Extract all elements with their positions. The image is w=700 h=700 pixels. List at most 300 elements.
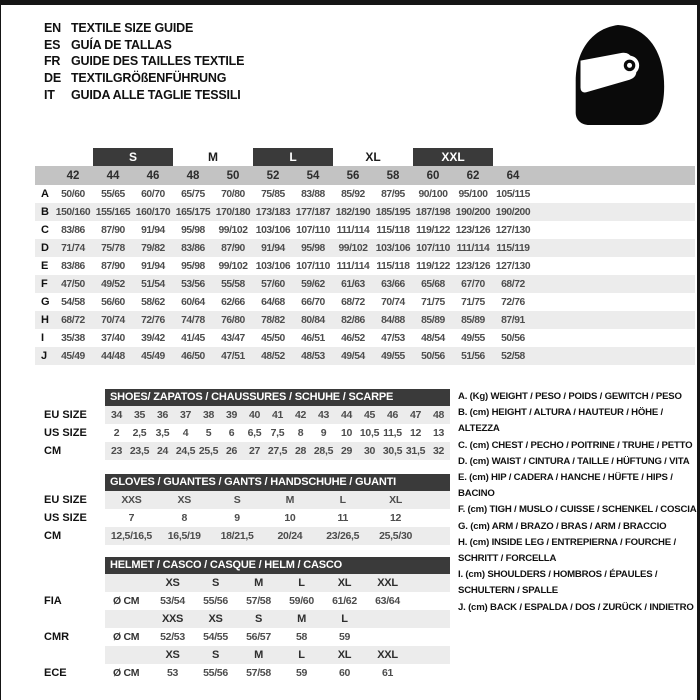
standard-label: ECE <box>44 667 67 679</box>
shoes-table <box>35 389 455 460</box>
measurement-value: 68/72 <box>501 278 525 290</box>
unit-spacer <box>105 574 151 592</box>
size-label: S <box>211 649 220 661</box>
gloves-table <box>35 474 455 545</box>
cell-value: M <box>285 494 295 506</box>
measurement-value: 60/64 <box>181 296 205 308</box>
cell-value: 37 <box>179 409 192 421</box>
measurement-row-j <box>35 347 695 365</box>
cell-value: 53 <box>166 667 179 679</box>
measurement-value: 115/118 <box>376 260 410 272</box>
measurement-row-e <box>35 257 695 275</box>
measurement-value: 71/74 <box>61 242 85 254</box>
measurement-value: 48/54 <box>421 332 445 344</box>
frame-left-border <box>0 0 1 700</box>
measurement-row-g <box>35 293 695 311</box>
cell-value: 40 <box>248 409 261 421</box>
cell-value: 11,5 <box>383 427 402 439</box>
row-filler <box>533 293 695 311</box>
measurement-row-f <box>35 275 695 293</box>
gloves-row <box>35 491 455 509</box>
measurement-value: 87/95 <box>381 188 405 200</box>
measurement-value: 111/114 <box>336 260 370 272</box>
row-values <box>105 406 450 424</box>
diameter-unit: Ø CM <box>113 667 140 679</box>
cell-value: XL <box>389 494 402 506</box>
measurement-value: 182/190 <box>335 206 371 218</box>
racing-helmet-icon <box>568 18 668 132</box>
row-filler <box>533 185 695 203</box>
measurement-value: 49/55 <box>461 332 485 344</box>
row-filler <box>533 203 695 221</box>
measurement-value: 55/58 <box>221 278 245 290</box>
measurement-value: 63/66 <box>381 278 405 290</box>
cell-value: 34 <box>110 409 123 421</box>
cell-value: 9 <box>234 512 240 524</box>
language-label: GUIDA ALLE TAGLIE TESSILI <box>71 87 241 102</box>
cell-value: 20/24 <box>277 530 303 542</box>
row-label: US SIZE <box>44 512 87 524</box>
standard-label: CMR <box>44 631 70 643</box>
size-label <box>366 610 409 628</box>
size-label: XS <box>165 577 180 589</box>
measurement-value: 44/48 <box>101 350 125 362</box>
cell-value: 57/58 <box>246 595 271 607</box>
measurement-value: 83/86 <box>61 224 85 236</box>
cell-value: 5 <box>205 427 212 439</box>
measurement-value: 85/89 <box>461 314 485 326</box>
size-group-s: S <box>93 148 173 166</box>
measurement-value: 78/82 <box>261 314 285 326</box>
measurement-value: 47/51 <box>221 350 245 362</box>
cell-value: 23 <box>110 445 123 457</box>
cell-value: 38 <box>202 409 215 421</box>
measurement-value: 39/42 <box>141 332 165 344</box>
size-column-header: 54 <box>306 169 320 182</box>
measurement-value: 72/76 <box>501 296 525 308</box>
measurement-value: 185/195 <box>375 206 411 218</box>
size-group-xxl: XXL <box>413 148 493 166</box>
measurement-value: 123/126 <box>455 260 491 272</box>
helmet-table <box>35 557 455 682</box>
measurement-value: 66/70 <box>301 296 325 308</box>
size-group-row <box>35 148 695 166</box>
language-row <box>44 37 244 54</box>
cell-value: XS <box>177 494 191 506</box>
measurement-value: 70/80 <box>221 188 245 200</box>
measurement-row-i <box>35 329 695 347</box>
measurement-value: 46/52 <box>341 332 365 344</box>
cell-value: 25,5/30 <box>379 530 413 542</box>
cell-value: 23,5 <box>129 445 150 457</box>
measurement-value: 54/58 <box>61 296 85 308</box>
size-label: L <box>298 649 305 661</box>
row-label: US SIZE <box>44 427 87 439</box>
measurement-value: 105/115 <box>496 188 530 200</box>
cell-value: 27,5 <box>267 445 288 457</box>
measurement-value: 85/92 <box>341 188 365 200</box>
legend-item: G. (cm) ARM / BRAZO / BRAS / ARM / BRACCIO <box>458 520 667 532</box>
legend-item: F. (cm) TIGH / MUSLO / CUISSE / SCHENKEL / COSCIA <box>458 504 697 516</box>
measurement-value: 56/60 <box>101 296 125 308</box>
size-column-header: 60 <box>426 169 440 182</box>
size-label: XL <box>337 649 352 661</box>
row-values <box>105 442 450 460</box>
size-column-header: 44 <box>106 169 120 182</box>
language-label: GUÍA DE TALLAS <box>71 37 172 52</box>
measurement-value: 99/102 <box>218 224 248 236</box>
standard-label: FIA <box>44 595 62 607</box>
measurement-value: 45/49 <box>61 350 85 362</box>
cell-value: 46 <box>386 409 399 421</box>
cell-value: 43 <box>317 409 330 421</box>
measurement-value: 49/54 <box>341 350 365 362</box>
helmet-data-row-fia <box>35 592 455 610</box>
cell-value: 61 <box>381 667 394 679</box>
measurement-value: 91/94 <box>261 242 285 254</box>
size-label: XS <box>165 649 180 661</box>
frame-top-border <box>0 0 700 5</box>
row-filler <box>533 311 695 329</box>
cell-value: 44 <box>340 409 353 421</box>
band-filler <box>533 166 695 185</box>
row-label: CM <box>44 445 62 457</box>
measurement-value: 50/60 <box>61 188 85 200</box>
cell-value: 54/55 <box>203 631 228 643</box>
row-label: CM <box>44 530 62 542</box>
cell-value: 63/64 <box>375 595 400 607</box>
measurement-value: 119/122 <box>416 260 450 272</box>
measurement-value: 76/80 <box>221 314 245 326</box>
size-label: XS <box>208 613 223 625</box>
cell-value: 35 <box>133 409 146 421</box>
size-label: XXS <box>161 613 184 625</box>
size-label: L <box>298 577 305 589</box>
language-code: DE <box>44 71 61 86</box>
measurement-value: 52/58 <box>501 350 525 362</box>
language-code: IT <box>44 87 55 102</box>
row-label-spacer <box>35 574 105 592</box>
cell-value: 8 <box>181 512 188 524</box>
legend-item: D. (cm) WAIST / CINTURA / TAILLE / HÜFTUNG / VITA <box>458 455 690 467</box>
cell-value: 24 <box>156 445 169 457</box>
row-values <box>105 527 450 545</box>
measurement-value: 187/198 <box>415 206 451 218</box>
gloves-title: GLOVES / GUANTES / GANTS / HANDSCHUHE / GUANTI <box>105 474 450 491</box>
size-column-header: 62 <box>466 169 480 182</box>
measurement-value: 75/78 <box>101 242 125 254</box>
cell-value: 30,5 <box>382 445 403 457</box>
measurement-value: 67/70 <box>461 278 485 290</box>
cell-value: 11 <box>337 512 348 524</box>
language-code: ES <box>44 37 61 52</box>
cell-value: 13 <box>432 427 445 439</box>
size-label: XL <box>337 577 352 589</box>
cell-value: 29 <box>340 445 353 457</box>
cell-value: 12,5/16,5 <box>110 530 152 542</box>
measurement-value: 170/180 <box>215 206 251 218</box>
row-label: I <box>41 332 45 344</box>
cell-value: 6 <box>228 427 235 439</box>
measurement-value: 83/88 <box>301 188 325 200</box>
measurement-value: 123/126 <box>455 224 491 236</box>
row-label: EU SIZE <box>44 494 87 506</box>
size-label: XXL <box>377 577 398 589</box>
measurement-value: 71/75 <box>461 296 485 308</box>
size-label: M <box>254 577 263 589</box>
measurement-value: 107/110 <box>296 260 330 272</box>
language-code: EN <box>44 21 61 36</box>
shoes-row <box>35 424 455 442</box>
measurement-value: 45/49 <box>141 350 165 362</box>
measurement-value: 103/106 <box>375 242 411 254</box>
measurement-value: 119/122 <box>416 224 450 236</box>
cell-value: 6,5 <box>247 427 262 439</box>
measurement-value: 90/100 <box>418 188 448 200</box>
measurement-value: 50/56 <box>501 332 525 344</box>
row-filler <box>533 329 695 347</box>
measurement-value: 46/50 <box>181 350 205 362</box>
size-header-values <box>105 646 450 664</box>
cell-value: S <box>233 494 241 506</box>
measurement-value: 70/74 <box>381 296 405 308</box>
language-row <box>44 53 244 70</box>
language-row <box>44 20 244 37</box>
measurement-value: 177/187 <box>295 206 331 218</box>
measurement-value: 80/84 <box>301 314 325 326</box>
row-label-spacer <box>35 610 105 628</box>
measurement-value: 91/94 <box>141 224 165 236</box>
cell-value: 10 <box>284 512 296 524</box>
measurement-value: 74/78 <box>181 314 205 326</box>
cell-value: 56/57 <box>246 631 271 643</box>
row-label: F <box>41 278 48 290</box>
cell-value: 60 <box>338 667 351 679</box>
cell-value: 10,5 <box>359 427 380 439</box>
unit-spacer <box>105 646 151 664</box>
measurement-value: 107/110 <box>416 242 450 254</box>
size-column-header: 42 <box>66 169 80 182</box>
row-filler <box>533 275 695 293</box>
cell-value: 12 <box>390 512 402 524</box>
gloves-row <box>35 509 455 527</box>
cell-value: 28,5 <box>313 445 334 457</box>
measurement-value: 87/90 <box>101 224 125 236</box>
measurement-value: 160/170 <box>135 206 171 218</box>
measurement-value: 87/90 <box>101 260 125 272</box>
size-label: L <box>341 613 348 625</box>
shoes-title: SHOES/ ZAPATOS / CHAUSSURES / SCHUHE / SCARPE <box>105 389 450 406</box>
size-column-header: 46 <box>146 169 160 182</box>
measurement-value: 64/68 <box>261 296 285 308</box>
helmet-title: HELMET / CASCO / CASQUE / HELM / CASCO <box>105 557 450 574</box>
measurement-value: 48/52 <box>261 350 285 362</box>
cell-value: 23/26,5 <box>326 530 360 542</box>
legend-item: H. (cm) INSIDE LEG / ENTREPIERNA / FOURCHE / SCHRITT / FORCELLA <box>458 536 676 565</box>
cell-value: 41 <box>271 409 284 421</box>
measurement-value: 190/200 <box>455 206 491 218</box>
measurement-value: 190/200 <box>495 206 531 218</box>
measurement-value: 35/38 <box>61 332 85 344</box>
measurement-value: 43/47 <box>221 332 245 344</box>
helmet-data-row-cmr <box>35 628 455 646</box>
size-group-l: L <box>253 148 333 166</box>
measurement-value: 155/165 <box>95 206 131 218</box>
measurement-value: 55/65 <box>101 188 125 200</box>
diameter-unit: Ø CM <box>113 631 140 643</box>
measurement-value: 99/102 <box>338 242 368 254</box>
measurement-value: 49/52 <box>101 278 125 290</box>
row-values <box>105 509 450 527</box>
measurement-value: 47/53 <box>381 332 405 344</box>
cell-value: 55/56 <box>203 667 228 679</box>
measurement-value: 45/50 <box>261 332 285 344</box>
measurement-value: 65/75 <box>181 188 205 200</box>
measurement-value: 107/110 <box>296 224 330 236</box>
racing-helmet-graphic <box>568 18 668 132</box>
cell-value: 27 <box>248 445 261 457</box>
row-label: B <box>41 206 49 218</box>
legend-item: B. (cm) HEIGHT / ALTURA / HAUTEUR / HÖHE / ALTEZZA <box>458 407 663 435</box>
legend-item: E. (cm) HIP / CADERA / HANCHE / HÜFTE / HIPS / BACINO <box>458 472 673 500</box>
gloves-row <box>35 527 455 545</box>
measurement-value: 57/60 <box>261 278 285 290</box>
measurement-value: 127/130 <box>495 224 531 236</box>
row-filler <box>533 239 695 257</box>
cell-value: 52/53 <box>160 631 185 643</box>
cell-value: 26 <box>225 445 238 457</box>
cell-value: 57/58 <box>246 667 271 679</box>
cell-value: 2 <box>113 427 120 439</box>
cell-value: XXS <box>121 494 142 506</box>
helmet-rows <box>35 574 455 682</box>
cell-value: 53/54 <box>160 595 185 607</box>
cell-value: 12 <box>409 427 422 439</box>
cell-value: 18/21,5 <box>220 530 254 542</box>
cell-value: 39 <box>225 409 238 421</box>
measurement-value: 53/56 <box>181 278 205 290</box>
measurement-value: 68/72 <box>61 314 85 326</box>
cell-value: 24,5 <box>175 445 196 457</box>
size-group-m: M <box>208 150 218 164</box>
measurement-value: 91/94 <box>141 260 165 272</box>
row-label: C <box>41 224 49 236</box>
measurement-value: 111/114 <box>336 224 370 236</box>
cell-value: 55/56 <box>203 595 228 607</box>
size-label: M <box>297 613 306 625</box>
measurement-value: 68/72 <box>341 296 365 308</box>
measurement-rows <box>35 185 695 365</box>
row-label: EU SIZE <box>44 409 87 421</box>
cell-value <box>366 628 409 646</box>
cell-value: 58 <box>295 631 308 643</box>
measurement-value: 70/74 <box>101 314 125 326</box>
language-code: FR <box>44 54 61 69</box>
size-column-header: 58 <box>386 169 400 182</box>
helmet-size-row <box>35 646 455 664</box>
measurement-row-b <box>35 203 695 221</box>
measurement-value: 75/85 <box>261 188 285 200</box>
measurement-value: 165/175 <box>175 206 211 218</box>
size-label: S <box>211 577 220 589</box>
measurement-value: 65/68 <box>421 278 445 290</box>
measurement-value: 58/62 <box>141 296 165 308</box>
cell-value: 4 <box>182 427 189 439</box>
measurement-value: 83/86 <box>181 242 205 254</box>
legend-item: C. (cm) CHEST / PECHO / POITRINE / TRUHE / PETTO <box>458 439 693 451</box>
size-column-header: 52 <box>266 169 280 182</box>
shoes-row <box>35 406 455 424</box>
cell-value: 9 <box>320 427 327 439</box>
cell-value: 25,5 <box>198 445 219 457</box>
cell-value: 32 <box>432 445 445 457</box>
measurement-value: 47/50 <box>61 278 85 290</box>
row-values <box>105 491 450 509</box>
measurement-value: 127/130 <box>495 260 531 272</box>
diameter-unit: Ø CM <box>113 595 140 607</box>
size-label: S <box>254 613 263 625</box>
cell-value: 30 <box>363 445 376 457</box>
size-label: M <box>254 649 263 661</box>
measurement-row-d <box>35 239 695 257</box>
measurement-row-c <box>35 221 695 239</box>
measurement-value: 48/53 <box>301 350 325 362</box>
cell-value: 31,5 <box>405 445 426 457</box>
cell-value: 7 <box>128 512 135 524</box>
size-label: XXL <box>377 649 398 661</box>
measurement-row-a <box>35 185 695 203</box>
textile-size-table <box>35 148 695 365</box>
size-number-row <box>35 166 695 185</box>
measurement-value: 79/82 <box>141 242 165 254</box>
cell-value: 2,5 <box>132 427 147 439</box>
gloves-rows <box>35 491 455 545</box>
measurement-row-h <box>35 311 695 329</box>
cell-value: 7,5 <box>270 427 285 439</box>
size-group-xl: XL <box>365 150 381 164</box>
helmet-data-row-ece <box>35 664 455 682</box>
measurement-value: 87/90 <box>221 242 245 254</box>
measurement-value: 85/89 <box>421 314 445 326</box>
measurement-legend <box>458 389 698 616</box>
measurement-value: 87/91 <box>501 314 525 326</box>
measurement-value: 71/75 <box>421 296 445 308</box>
data-values <box>105 592 450 610</box>
language-label: GUIDE DES TAILLES TEXTILE <box>71 54 245 69</box>
row-filler <box>533 347 695 365</box>
cell-value: 3,5 <box>155 427 170 439</box>
data-values <box>105 628 450 646</box>
cell-value: 16,5/19 <box>167 530 201 542</box>
cell-value: 59 <box>295 667 308 679</box>
language-label: TEXTILE SIZE GUIDE <box>71 21 194 36</box>
measurement-value: 46/51 <box>301 332 325 344</box>
language-list <box>44 20 244 103</box>
row-label: G <box>41 296 50 308</box>
measurement-value: 115/119 <box>496 242 530 254</box>
row-values <box>105 424 450 442</box>
row-filler <box>533 221 695 239</box>
measurement-value: 82/86 <box>341 314 365 326</box>
data-values <box>105 664 450 682</box>
legend-item: A. (Kg) WEIGHT / PESO / POIDS / GEWITCH / PESO <box>458 391 682 402</box>
measurement-value: 95/98 <box>301 242 325 254</box>
measurement-value: 173/183 <box>255 206 291 218</box>
cell-value: 47 <box>409 409 422 421</box>
row-label: E <box>41 260 49 272</box>
size-column-header: 56 <box>346 169 360 182</box>
measurement-value: 103/106 <box>255 260 291 272</box>
